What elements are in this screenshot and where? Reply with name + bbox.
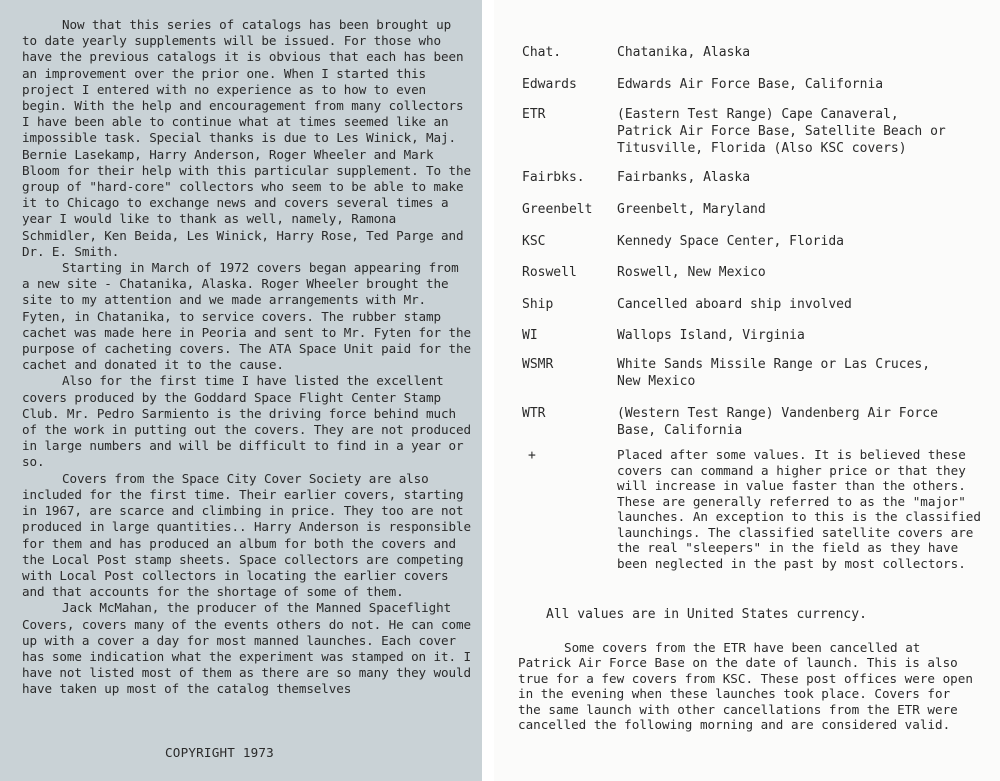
abbreviation-description: Cancelled aboard ship involved [617,297,852,312]
abbreviation-code: Chat. [522,45,562,60]
abbreviation-description: Fairbanks, Alaska [617,170,751,185]
plus-symbol: + [528,448,536,463]
abbreviation-description: Chatanika, Alaska [617,45,751,60]
page-gutter [482,0,494,781]
right-page [494,0,1000,781]
abbreviation-description: Edwards Air Force Base, California [617,77,884,92]
abbreviation-code: Edwards [522,77,577,92]
abbreviation-description: Kennedy Space Center, Florida [617,234,844,249]
abbreviation-code: Fairbks. [522,170,585,185]
intro-paragraph: Now that this series of catalogs has been brought up to date yearly supplements will be issued. For those who have the previous catalogs it is obvious that each has been an improvement over the prior one. When I started this project I entered with no experience as to how to even begin. With the help and encouragement from many collectors I have been able to continue what at times seemed like an impossible task. Special thanks is due to Les Winick, Maj. Bernie Lasekamp, Harry Anderson, Roger Wheeler and Mark Bloom for their help with this particular supplement. To the group of "hard-core" collectors who seem to be able to make it to Chicago to exchange news and covers several times a year I would like to thank as well, namely, Ramona Schmidler, Ken Beida, Les Winick, Harry Rose, Ted Parge and Dr. E. Smith. [22,17,471,259]
currency-note: All values are in United States currency. [546,607,867,622]
abbreviation-description: Greenbelt, Maryland [617,202,766,217]
abbreviation-description: (Western Test Range) Vandenberg Air Force Base, California [617,406,938,438]
abbreviation-code: KSC [522,234,546,249]
abbreviation-code: WTR [522,406,546,421]
abbreviation-description: White Sands Missile Range or Las Cruces, New Mexico [617,357,931,389]
mcmahan-paragraph: Jack McMahan, the producer of the Manned Spaceflight Covers, covers many of the events others do not. He can come up with a cover a day for most manned launches. Each cover has some indication what the experiment was stamped on it. I have not listed most of them as there are so many they would have taken up most of the catalog themselves [22,600,471,697]
goddard-paragraph: Also for the first time I have listed the excellent covers produced by the Goddard Space Flight Center Stamp Club. Mr. Pedro Sarmiento is the driving force behind much of the work in putting out the covers. They are not produced in large numbers and will be difficult to find in a year or so. [22,373,471,470]
abbreviation-code: WI [522,328,538,343]
etr-paragraph: Some covers from the ETR have been cancelled at Patrick Air Force Base on the date of launch. This is also true for a few covers from KSC. These post offices were open in the evening when these launches took place. Covers for the same launch with other cancellations from the ETR were cancelled the following morning and are considered valid. [518,640,973,733]
abbreviation-code: ETR [522,107,546,122]
space-city-paragraph: Covers from the Space City Cover Society are also included for the first time. Their earlier covers, starting in 1967, are scarce and climbing in price. They too are not produced in large quantities.. Harry Anderson is responsible for them and has produced an album for both the covers and the Local Post stamp sheets. Space collectors are competing with Local Post collectors in locating the earlier covers and that accounts for the shortage of some of them. [22,470,471,600]
introduction-text [22,17,472,698]
left-page [0,0,482,781]
abbreviation-code: WSMR [522,357,554,372]
abbreviation-description: Roswell, New Mexico [617,265,766,280]
abbreviation-code: Ship [522,297,554,312]
etr-paragraph-block [518,640,978,732]
plus-description: Placed after some values. It is believed these covers can command a higher price or that they will increase in value faster than the others. These are generally referred to as the "major" launches. An exception to this is the classified launchings. The classified satellite covers are the real "sleepers" in the field as they have been neglected in the past by most collectors. [617,447,981,571]
copyright-notice: COPYRIGHT 1973 [165,745,274,760]
abbreviation-code: Roswell [522,265,577,280]
abbreviation-description: (Eastern Test Range) Cape Canaveral, Patrick Air Force Base, Satellite Beach or Titusville, Florida (Also KSC covers) [617,107,946,156]
chatanika-paragraph: Starting in March of 1972 covers began appearing from a new site - Chatanika, Alaska. Roger Wheeler brought the site to my attention and we made arrangements with Mr. Fyten, in Chatanika, to service covers. The rubber stamp cachet was made here in Peoria and sent to Mr. Fyten for the purpose of cacheting covers. The ATA Space Unit paid for the cachet and donated it to the cause. [22,260,471,373]
abbreviation-code: Greenbelt [522,202,593,217]
abbreviation-description: Wallops Island, Virginia [617,328,805,343]
